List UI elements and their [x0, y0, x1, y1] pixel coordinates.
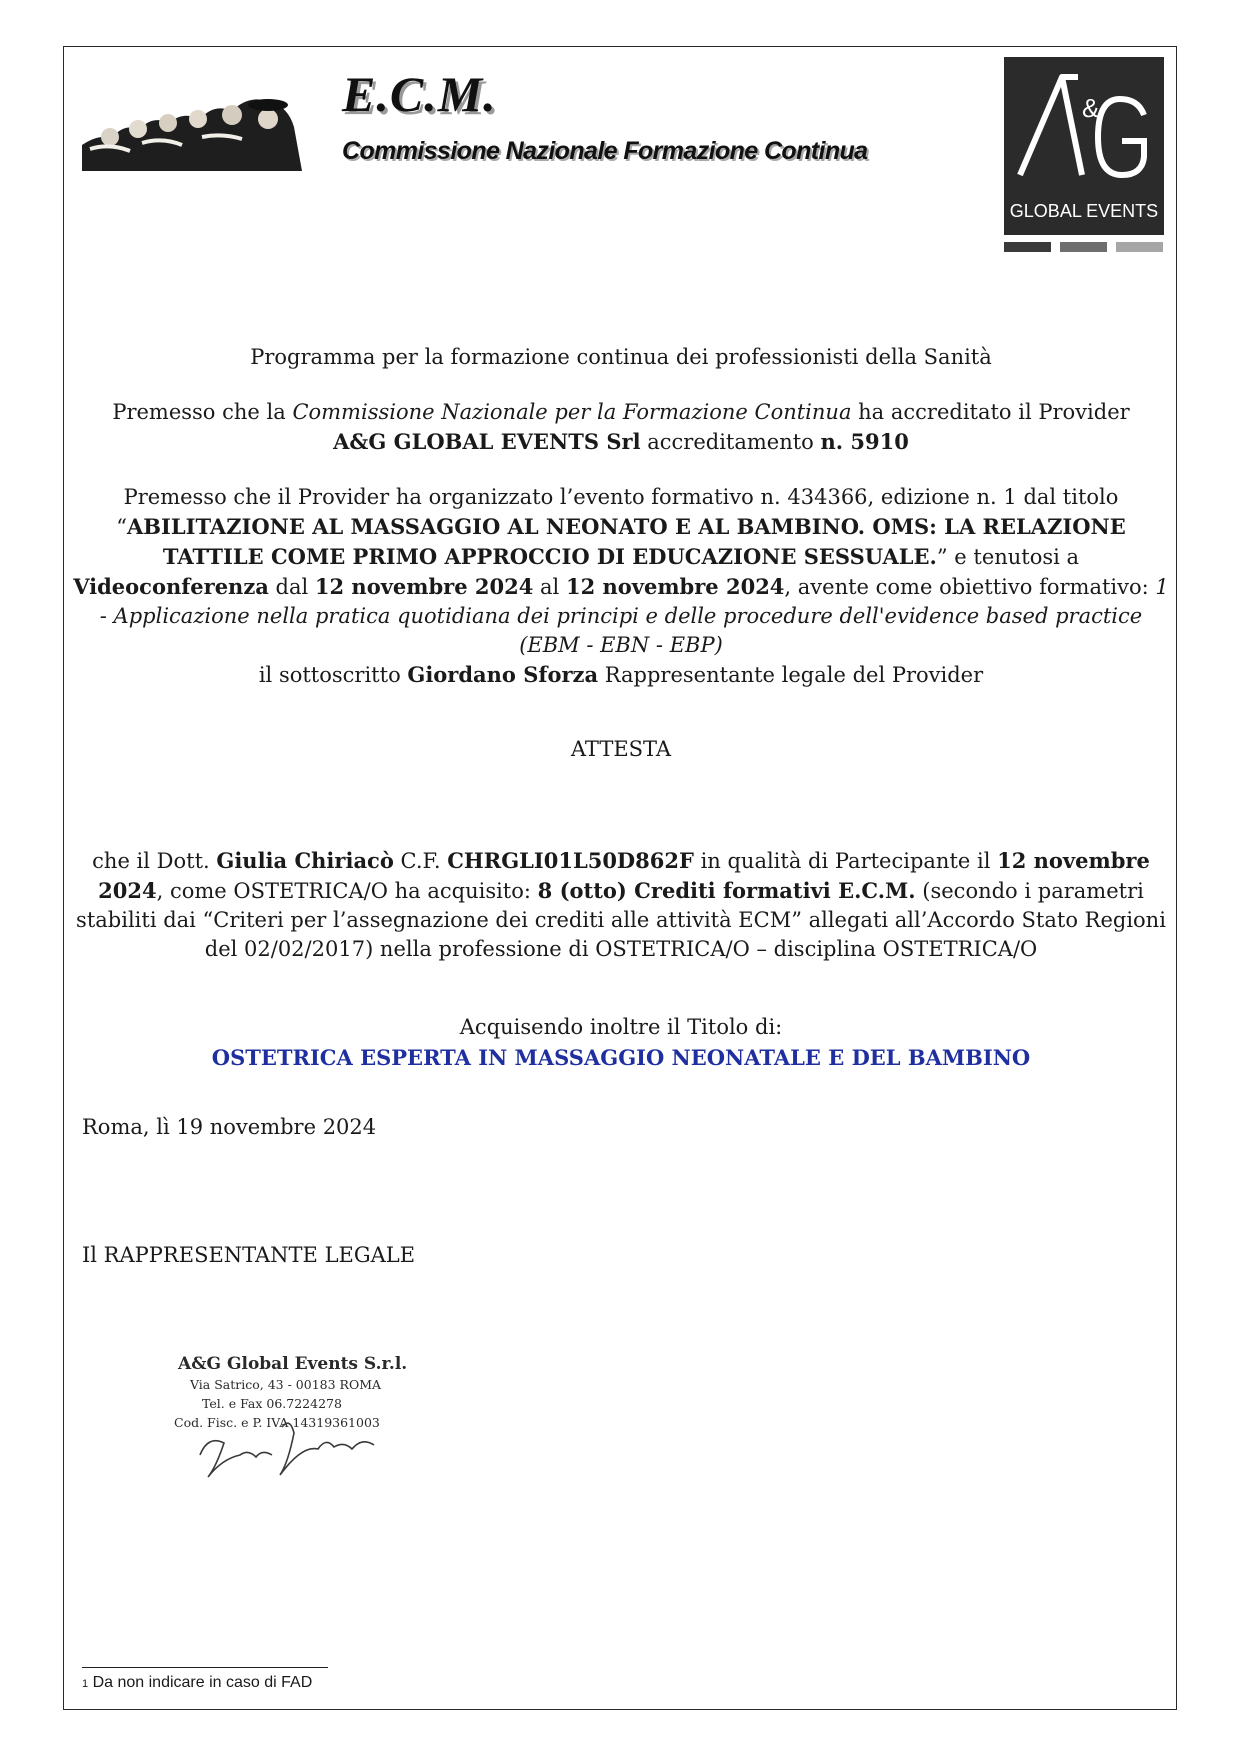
text: al: [533, 575, 566, 599]
footnote-divider: [82, 1667, 328, 1668]
text: (secondo i parametri stabiliti dai “Criteri per l’assegnazione dei crediti alle attività ECM” allegati all’Accordo Stato Regioni del 02/02/2017) nella professione di OSTETRICA/O – disciplina OSTETRICA/O: [76, 879, 1166, 961]
footnote-number: 1: [82, 1678, 89, 1690]
company-stamp-signature: [112, 1337, 412, 1507]
text: C.F.: [393, 849, 448, 873]
premise-accreditation: [72, 398, 1170, 457]
attesta-heading: ATTESTA: [570, 737, 672, 761]
logo-wordmark: GLOBAL EVENTS: [1009, 201, 1159, 221]
ecm-title: E.C.M.: [342, 66, 497, 122]
certification-paragraph: [72, 846, 1170, 964]
svg-text:&: &: [1082, 93, 1100, 123]
premise-event: [72, 483, 1170, 690]
stamp-company: A&G Global Events S.r.l.: [178, 1354, 408, 1374]
text: Premesso che la: [112, 400, 293, 424]
text: in qualità di Partecipante il: [693, 849, 998, 873]
text: Rappresentante legale del Provider: [598, 663, 984, 687]
footnote-text: Da non indicare in caso di FAD: [92, 1674, 313, 1691]
event-title: ABILITAZIONE AL MASSAGGIO AL NEONATO E AL BAMBINO. OMS: LA RELAZIONE TATTILE COME PRIMO APPROCCIO DI EDUCAZIONE SESSUALE.: [127, 514, 1126, 569]
footnote: [82, 1674, 312, 1692]
participant-name: Giulia Chiriacò: [216, 848, 394, 873]
event-venue: Videoconferenza: [73, 574, 269, 599]
text: ” e tenutosi a: [936, 545, 1080, 569]
stamp-vat: Cod. Fisc. e P. IVA 14319361003: [174, 1415, 380, 1430]
training-objective: 1 - Applicazione nella pratica quotidiana dei principi e delle procedure dell'evidence based practice (EBM - EBN - EBP): [99, 575, 1169, 657]
ag-global-events-logo: [1004, 57, 1164, 257]
text: “: [116, 515, 127, 539]
logo-bar: [1060, 242, 1107, 252]
place-date: Roma, lì 19 novembre 2024: [82, 1115, 377, 1139]
signer-name: Giordano Sforza: [407, 662, 599, 687]
title-intro: Acquisendo inoltre il Titolo di:: [459, 1015, 783, 1039]
commission-name: Commissione Nazionale per la Formazione Continua: [292, 400, 852, 424]
logo-box: [1004, 57, 1164, 235]
text: , come OSTETRICA/O ha acquisito:: [156, 879, 538, 903]
ecm-subtitle: Commissione Nazionale Formazione Continua: [342, 137, 868, 165]
accreditation-number: n. 5910: [820, 429, 909, 454]
tax-code: CHRGLI01L50D862F: [447, 848, 694, 873]
stamp-address: Via Satrico, 43 - 00183 ROMA: [190, 1377, 382, 1392]
logo-bar: [1116, 242, 1163, 252]
participation-date: 12 novembre 2024: [98, 848, 1150, 903]
text: dal: [268, 575, 315, 599]
event-date-from: 12 novembre 2024: [314, 574, 534, 599]
text: accreditamento: [640, 430, 821, 454]
text: , avente come obiettivo formativo:: [784, 575, 1156, 599]
text: il sottoscritto: [258, 663, 408, 687]
legal-representative-label: Il RAPPRESENTANTE LEGALE: [82, 1243, 416, 1267]
logo-bars: [1004, 242, 1164, 252]
signature-icon: [200, 1423, 374, 1477]
awarded-title: OSTETRICA ESPERTA IN MASSAGGIO NEONATALE E DEL BAMBINO: [211, 1045, 1031, 1070]
event-date-to: 12 novembre 2024: [565, 574, 785, 599]
program-line: Programma per la formazione continua dei professionisti della Sanità: [250, 345, 992, 369]
text: Premesso che il Provider ha organizzato l’evento formativo n. 434366, edizione n. 1 dal titolo: [123, 485, 1119, 509]
text: che il Dott.: [92, 849, 217, 873]
logo-bar: [1004, 242, 1051, 252]
anatomy-lesson-painting-icon: [82, 93, 302, 171]
ecm-credits: 8 (otto) Crediti formativi E.C.M.: [537, 878, 916, 903]
stamp-phone: Tel. e Fax 06.7224278: [202, 1396, 342, 1411]
ag-monogram-icon: [1004, 57, 1164, 235]
provider-name: A&G GLOBAL EVENTS Srl: [333, 429, 641, 454]
text: ha accreditato il Provider: [851, 400, 1130, 424]
certificate-frame: [63, 46, 1177, 1710]
ecm-logo: [82, 66, 868, 227]
